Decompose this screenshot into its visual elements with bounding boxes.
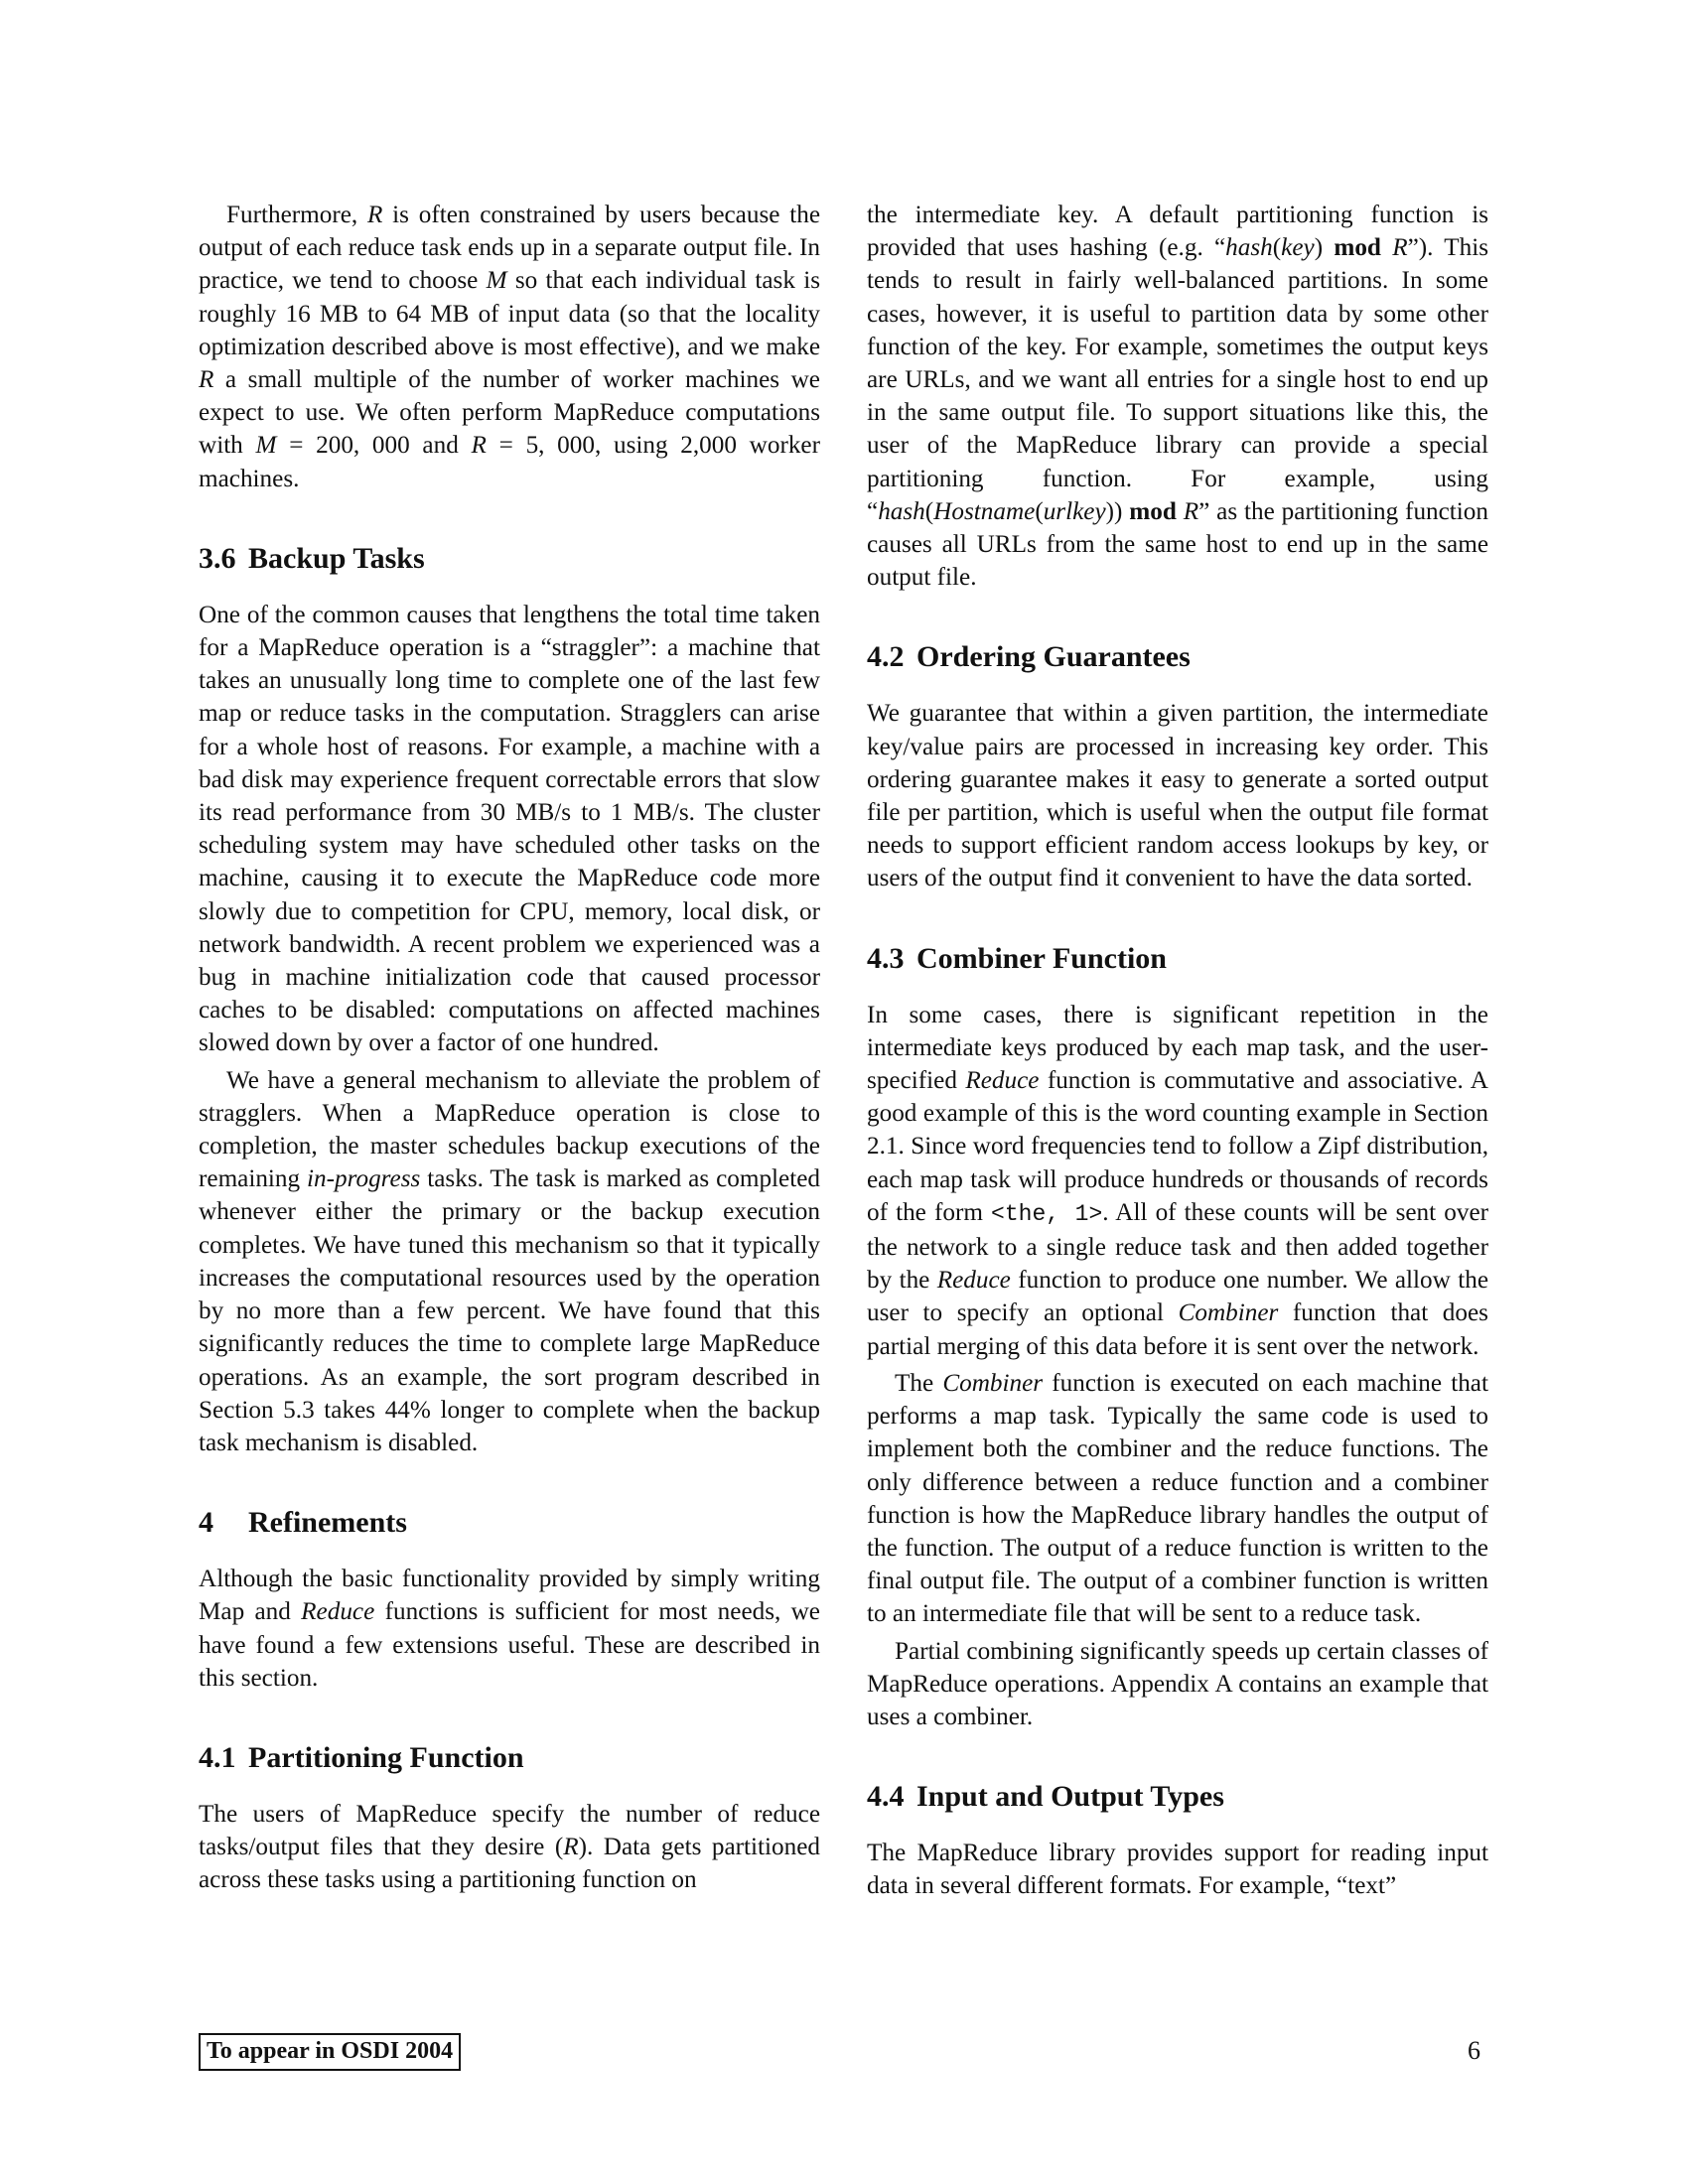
section-heading-4-2 bbox=[867, 639, 1488, 675]
section-title: Partitioning Function bbox=[248, 1740, 524, 1774]
right-column bbox=[867, 199, 1488, 1903]
section-number: 3.6 bbox=[199, 541, 236, 575]
left-paragraph-3: We have a general mechanism to alleviate the problem of stragglers. When a MapReduce operation is close to completion, the master schedules backup executions of the remaining in-progress tasks. The task is marked as completed whenever either the primary or the backup execution completes. We have tuned this mechanism so that it typically increases the computational resources used by the operation by no more than a few percent. We have found that this significantly reduces the time to complete large MapReduce operations. As an example, the sort program described in Section 5.3 takes 44% longer to complete when the backup task mechanism is disabled. bbox=[199, 1066, 820, 1456]
section-heading-4-1 bbox=[199, 1740, 820, 1776]
left-column bbox=[199, 199, 820, 1897]
section-number: 4.3 bbox=[867, 941, 905, 975]
section-title: Refinements bbox=[248, 1506, 407, 1540]
right-paragraph-4: The Combiner function is executed on each machine that performs a map task. Typically the same code is used to implement both the combiner and the reduce functions. The only difference between a reduce function and a combiner function is how the MapReduce library handles the output of the function. The output of a reduce function is written to the final output file. The output of a combiner function is written to an intermediate file that will be sent to a reduce task. bbox=[867, 1369, 1488, 1628]
right-paragraph-2: We guarantee that within a given partition, the intermediate key/value pairs are processed in increasing key order. This ordering guarantee makes it easy to generate a sorted output file per partition, which is useful when the output file format needs to support efficient random access lookups by key, or users of the output find it convenient to have the data sorted. bbox=[867, 700, 1488, 892]
section-heading-4-4 bbox=[867, 1779, 1488, 1815]
right-paragraph-3: In some cases, there is significant repetition in the intermediate keys produced by each map task, and the user-specified Reduce function is commutative and associative. A good example of this is the word counting example in Section 2.1. Since word frequencies tend to follow a Zipf distribution, each map task will produce hundreds or thousands of records of the form <the, 1>. All of these counts will be sent over the network to a single reduce task and then added together by the Reduce function to produce one number. We allow the user to specify an optional Combiner function that does partial merging of this data before it is sent over the network. bbox=[867, 1001, 1489, 1360]
section-title: Backup Tasks bbox=[248, 541, 425, 575]
left-paragraph-5: The users of MapReduce specify the number of reduce tasks/output files that they desire (R). Data gets partitioned across these tasks using a partitioning function on bbox=[199, 1800, 820, 1894]
section-number: 4.4 bbox=[867, 1780, 905, 1814]
venue-label: To appear in OSDI 2004 bbox=[199, 2033, 461, 2071]
section-number: 4 bbox=[199, 1506, 213, 1540]
left-paragraph-4: Although the basic functionality provided by simply writing Map and Reduce functions is sufficient for most needs, we have found a few extensions useful. These are described in this section. bbox=[199, 1566, 820, 1692]
section-number: 4.2 bbox=[867, 640, 905, 674]
page-number: 6 bbox=[1468, 2036, 1480, 2065]
section-heading-3-6 bbox=[199, 541, 820, 577]
section-title: Ordering Guarantees bbox=[916, 640, 1191, 674]
section-title: Combiner Function bbox=[916, 941, 1167, 975]
right-paragraph-1: the intermediate key. A default partitioning function is provided that uses hashing (e.g. “hash(key) mod R”). This tends to result in fairly well-balanced partitions. In some cases, however, it is useful to partition data by some other function of the key. For example, sometimes the output keys are URLs, and we want all entries for a single host to end up in the same output file. To support situations like this, the user of the MapReduce library can provide a special partitioning function. For example, using “hash(Hostname(urlkey)) mod R” as the partitioning function causes all URLs from the same host to end up in the same output file. bbox=[867, 202, 1489, 592]
section-title: Input and Output Types bbox=[916, 1780, 1224, 1814]
right-paragraph-6: The MapReduce library provides support for reading input data in several different formats. For example, “text” bbox=[867, 1840, 1488, 1900]
section-number: 4.1 bbox=[199, 1740, 236, 1774]
left-paragraph-2: One of the common causes that lengthens the total time taken for a MapReduce operation is a “straggler”: a machine that takes an unusually long time to complete one of the last few map or reduce tasks in the computation. Stragglers can arise for a whole host of reasons. For example, a machine with a bad disk may experience frequent correctable errors that slow its read performance from 30 MB/s to 1 MB/s. The cluster scheduling system may have scheduled other tasks on the machine, causing it to execute the MapReduce code more slowly due to competition for CPU, memory, local disk, or network bandwidth. A recent problem we experienced was a bug in machine initialization code that caused processor caches to be disabled: computations on affected machines slowed down by over a factor of one hundred. bbox=[199, 601, 820, 1057]
left-paragraph-1: Furthermore, R is often constrained by users because the output of each reduce task ends up in a separate output file. In practice, we tend to choose M so that each individual task is roughly 16 MB to 64 MB of input data (so that the locality optimization described above is most effective), and we make R a small multiple of the number of worker machines we expect to use. We often perform MapReduce computations with M = 200, 000 and R = 5, 000, using 2,000 worker machines. bbox=[199, 202, 821, 492]
section-heading-4-3 bbox=[867, 941, 1488, 977]
section-heading-4 bbox=[199, 1505, 820, 1541]
right-paragraph-5: Partial combining significantly speeds up certain classes of MapReduce operations. Appendix A contains an example that uses a combiner. bbox=[867, 1637, 1488, 1730]
